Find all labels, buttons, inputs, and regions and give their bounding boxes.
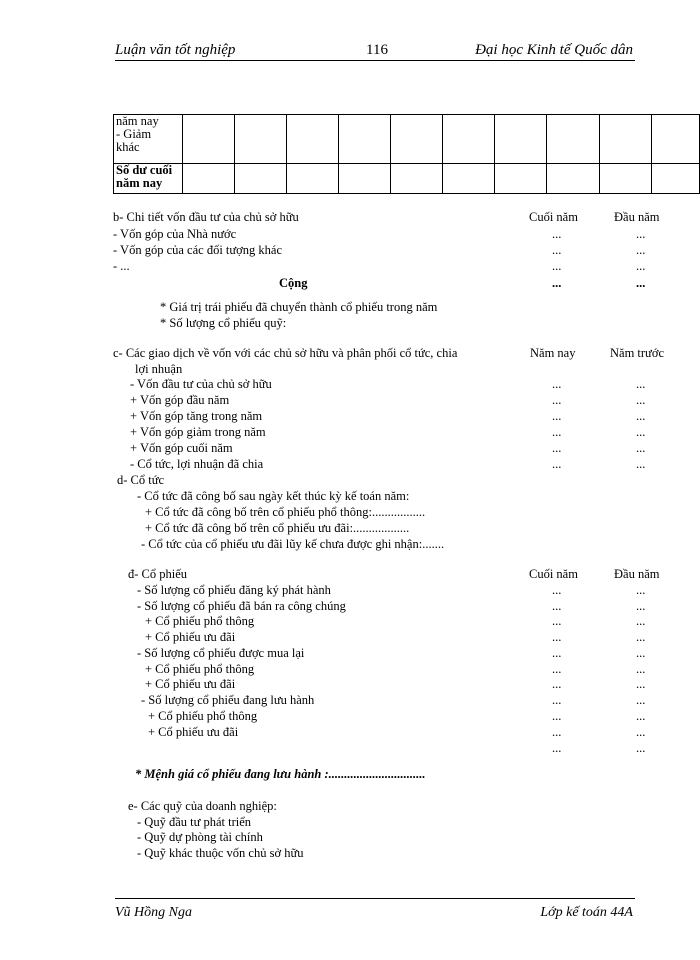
value-dots: ...: [636, 693, 646, 707]
value-dots: ...: [552, 709, 562, 723]
value-dots: ...: [552, 630, 562, 644]
list-item: + Vốn góp tăng trong năm: [130, 409, 263, 423]
value-dots: ...: [636, 409, 646, 423]
class-name: Lớp kế toán 44A: [540, 905, 633, 920]
value-dots: ...: [636, 425, 646, 439]
value-dots: ...: [552, 614, 562, 628]
list-item: - Số lượng cổ phiếu đã bán ra công chúng: [137, 599, 346, 613]
value-dots: ...: [552, 377, 562, 391]
section-e-title: e- Các quỹ của doanh nghiệp:: [128, 799, 277, 813]
note: * Giá trị trái phiếu đã chuyển thành cổ phiếu trong năm: [160, 300, 438, 314]
table-cell: [286, 115, 338, 164]
row-label-cell: [114, 115, 183, 164]
table-cell: [391, 164, 443, 194]
table-cell: [234, 164, 286, 194]
page-number: 116: [366, 42, 388, 58]
value-dots: ...: [636, 457, 646, 471]
section-dd-col2: Đầu năm: [614, 567, 660, 581]
table-cell: [651, 115, 699, 164]
list-item: - Quỹ khác thuộc vốn chủ sở hữu: [137, 846, 304, 860]
table-cell: [547, 115, 599, 164]
row-label-line: năm nay: [116, 114, 159, 128]
value-dots: ...: [636, 377, 646, 391]
value-dots: ...: [636, 227, 646, 241]
value-dots: ...: [636, 646, 646, 660]
section-c-col1: Năm nay: [530, 346, 576, 360]
list-item: + Vốn góp đầu năm: [130, 393, 230, 407]
list-item: - Quỹ dự phòng tài chính: [137, 830, 263, 844]
par-value-note: * Mệnh giá cổ phiếu đang lưu hành :...............................: [135, 767, 426, 781]
list-item: - Số lượng cổ phiếu đăng ký phát hành: [137, 583, 331, 597]
table-cell: [547, 164, 599, 194]
value-dots: ...: [636, 243, 646, 257]
table-cell: [234, 115, 286, 164]
list-item: + Cổ phiếu phổ thông: [148, 709, 258, 723]
value-dots: ...: [636, 741, 646, 755]
header-right: Đại học Kinh tế Quốc dân: [475, 42, 633, 58]
value-dots: ...: [552, 677, 562, 691]
list-item: + Cổ phiếu ưu đãi: [145, 630, 236, 644]
value-dots: ...: [552, 276, 562, 290]
value-dots: ...: [636, 725, 646, 739]
section-b-col1: Cuối năm: [529, 210, 578, 224]
list-item: + Vốn góp giảm trong năm: [130, 425, 266, 439]
list-item: - Số lượng cổ phiếu đang lưu hành: [141, 693, 315, 707]
list-item: + Cổ phiếu phổ thông: [145, 662, 255, 676]
value-dots: ...: [636, 630, 646, 644]
header-left: Luận văn tốt nghiệp: [115, 42, 236, 58]
table-cell: [339, 115, 391, 164]
list-item: - Vốn góp của Nhà nước: [113, 227, 237, 241]
value-dots: ...: [552, 227, 562, 241]
row-label-line: - Giảm: [116, 127, 152, 141]
list-item: - Vốn góp của các đối tượng khác: [113, 243, 283, 257]
table-row: [114, 115, 700, 164]
author-name: Vũ Hồng Nga: [115, 905, 192, 920]
row-label-line: Số dư cuối: [116, 163, 173, 177]
table-cell: [443, 164, 495, 194]
value-dots: ...: [636, 393, 646, 407]
value-dots: ...: [552, 646, 562, 660]
value-dots: ...: [552, 259, 562, 273]
section-d-title: d- Cổ tức: [117, 473, 165, 487]
value-dots: ...: [636, 677, 646, 691]
value-dots: ...: [636, 709, 646, 723]
value-dots: ...: [552, 693, 562, 707]
table-cell: [286, 164, 338, 194]
section-b-col2: Đầu năm: [614, 210, 660, 224]
value-dots: ...: [636, 662, 646, 676]
list-item: - ...: [113, 259, 130, 273]
section-c-title: c- Các giao dịch về vốn với các chủ sở hữu và phân phối cổ tức, chia: [113, 346, 458, 360]
table-cell: [391, 115, 443, 164]
list-item: + Vốn góp cuối năm: [130, 441, 233, 455]
equity-table: [113, 114, 700, 194]
page-footer: [115, 898, 635, 924]
total-label: Cộng: [279, 276, 308, 290]
value-dots: ...: [636, 276, 646, 290]
value-dots: ...: [636, 599, 646, 613]
value-dots: ...: [636, 614, 646, 628]
list-item: + Cổ tức đã công bố trên cổ phiếu phổ thông:.................: [145, 505, 426, 519]
section-dd-title: đ- Cổ phiếu: [128, 567, 188, 581]
list-item: + Cổ phiếu ưu đãi: [145, 677, 236, 691]
section-dd-col1: Cuối năm: [529, 567, 578, 581]
value-dots: ...: [552, 725, 562, 739]
row-label-cell: [114, 164, 183, 194]
table-cell: [182, 115, 234, 164]
table-cell: [599, 164, 651, 194]
list-item: - Vốn đầu tư của chủ sở hữu: [130, 377, 272, 391]
value-dots: ...: [552, 457, 562, 471]
value-dots: ...: [552, 243, 562, 257]
value-dots: ...: [552, 662, 562, 676]
list-item: - Quỹ đầu tư phát triển: [137, 815, 252, 829]
section-b-title: b- Chi tiết vốn đầu tư của chủ sở hữu: [113, 210, 299, 224]
table-cell: [182, 164, 234, 194]
row-label-line: năm nay: [116, 176, 163, 190]
value-dots: ...: [552, 741, 562, 755]
value-dots: ...: [552, 441, 562, 455]
table-cell: [599, 115, 651, 164]
row-label-line: khác: [116, 140, 140, 154]
list-item: + Cổ phiếu ưu đãi: [148, 725, 239, 739]
section-c-title-cont: lợi nhuận: [135, 362, 183, 376]
table-cell: [651, 164, 699, 194]
value-dots: ...: [636, 583, 646, 597]
value-dots: ...: [552, 409, 562, 423]
table-cell: [339, 164, 391, 194]
table-cell: [443, 115, 495, 164]
list-item: + Cổ phiếu phổ thông: [145, 614, 255, 628]
list-item: - Số lượng cổ phiếu được mua lại: [137, 646, 305, 660]
list-item: - Cổ tức, lợi nhuận đã chia: [130, 457, 264, 471]
table-row: [114, 164, 700, 194]
list-item: - Cổ tức đã công bố sau ngày kết thúc kỳ kế toán năm:: [137, 489, 410, 503]
table-cell: [495, 164, 547, 194]
value-dots: ...: [552, 599, 562, 613]
list-item: + Cổ tức đã công bố trên cổ phiếu ưu đãi:..................: [145, 521, 410, 535]
page-header: [115, 40, 635, 61]
list-item: - Cổ tức của cổ phiếu ưu đãi lũy kế chưa được ghi nhận:.......: [141, 537, 445, 551]
value-dots: ...: [552, 393, 562, 407]
table-cell: [495, 115, 547, 164]
section-c-col2: Năm trước: [610, 346, 664, 360]
value-dots: ...: [636, 259, 646, 273]
value-dots: ...: [636, 441, 646, 455]
value-dots: ...: [552, 583, 562, 597]
note: * Số lượng cổ phiếu quỹ:: [160, 316, 287, 330]
value-dots: ...: [552, 425, 562, 439]
